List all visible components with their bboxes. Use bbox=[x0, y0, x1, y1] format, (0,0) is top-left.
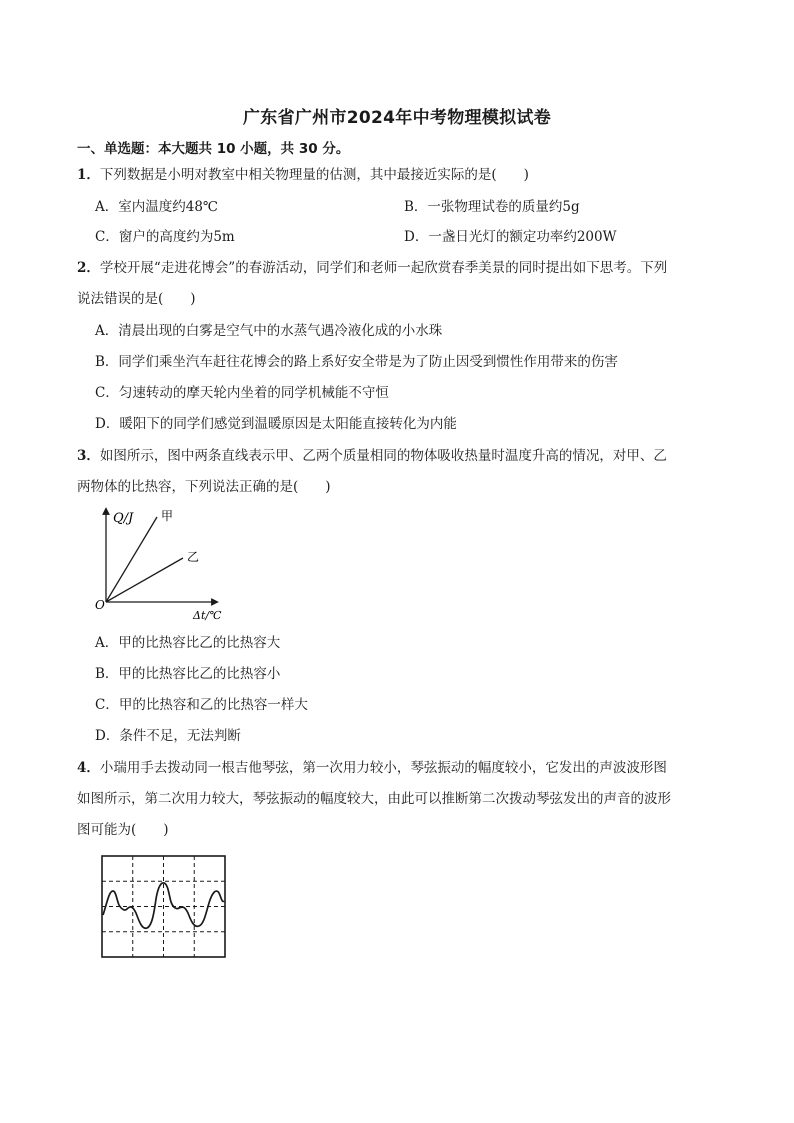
label-jia: 甲 bbox=[161, 509, 174, 523]
origin-label: O bbox=[95, 598, 105, 612]
option-3c: C．甲的比热容和乙的比热容一样大 bbox=[95, 697, 308, 713]
option-2b: B．同学们乘坐汽车赶往花博会的路上系好安全带是为了防止因受到惯性作用带来的伤害 bbox=[95, 354, 618, 370]
question-3 bbox=[77, 447, 667, 465]
label-yi: 乙 bbox=[187, 550, 200, 564]
option-3b: B．甲的比热容比乙的比热容小 bbox=[95, 666, 281, 682]
question-3-line-2: 两物体的比热容，下列说法正确的是( ) bbox=[77, 479, 331, 495]
option-3a: A．甲的比热容比乙的比热容大 bbox=[95, 635, 281, 651]
y-axis-label: Q/J bbox=[113, 511, 134, 526]
question-text: 小瑞用手去拨动同一根吉他琴弦，第一次用力较小，琴弦振动的幅度较小，它发出的声波波形图 bbox=[99, 760, 667, 776]
option-1a: A．室内温度约48℃ bbox=[95, 199, 219, 215]
sound-waveform-figure bbox=[101, 855, 227, 959]
question-text: 下列数据是小明对教室中相关物理量的估测，其中最接近实际的是( ) bbox=[99, 167, 529, 183]
question-2 bbox=[77, 259, 667, 277]
question-number: 1． bbox=[77, 167, 100, 183]
question-4-line-3: 图可能为( ) bbox=[77, 822, 169, 838]
question-number: 2． bbox=[77, 260, 100, 276]
question-number: 3． bbox=[77, 448, 100, 464]
option-1c: C．窗户的高度约为5m bbox=[95, 229, 235, 245]
option-1b: B．一张物理试卷的质量约5g bbox=[404, 199, 580, 215]
question-4 bbox=[77, 759, 667, 777]
question-4-line-2: 如图所示，第二次用力较大，琴弦振动的幅度较大，由此可以推断第二次拨动琴弦发出的声音的波形 bbox=[77, 791, 671, 807]
line-jia bbox=[106, 517, 157, 602]
option-2c: C．匀速转动的摩天轮内坐着的同学机械能不守恒 bbox=[95, 385, 389, 401]
question-2-line-2: 说法错误的是( ) bbox=[77, 291, 196, 307]
page-title: 广东省广州市2024年中考物理模拟试卷 bbox=[242, 108, 551, 128]
x-axis-label: Δt/℃ bbox=[193, 609, 222, 622]
option-2a: A．清晨出现的白雾是空气中的水蒸气遇冷液化成的小水珠 bbox=[95, 323, 443, 339]
question-1 bbox=[77, 166, 529, 184]
section-heading: 一、单选题：本大题共 10 小题，共 30 分。 bbox=[77, 141, 350, 157]
heat-temperature-graph bbox=[95, 505, 235, 625]
option-3d: D．条件不足，无法判断 bbox=[95, 728, 241, 744]
line-yi bbox=[106, 558, 183, 602]
question-number: 4． bbox=[77, 760, 100, 776]
question-text: 如图所示，图中两条直线表示甲、乙两个质量相同的物体吸收热量时温度升高的情况，对甲、乙 bbox=[99, 448, 667, 464]
question-text: 学校开展“走进花博会”的春游活动，同学们和老师一起欣赏春季美景的同时提出如下思考。下列 bbox=[99, 260, 668, 276]
option-2d: D．暖阳下的同学们感觉到温暖原因是太阳能直接转化为内能 bbox=[95, 416, 457, 432]
option-1d: D．一盏日光灯的额定功率约200W bbox=[404, 229, 617, 245]
